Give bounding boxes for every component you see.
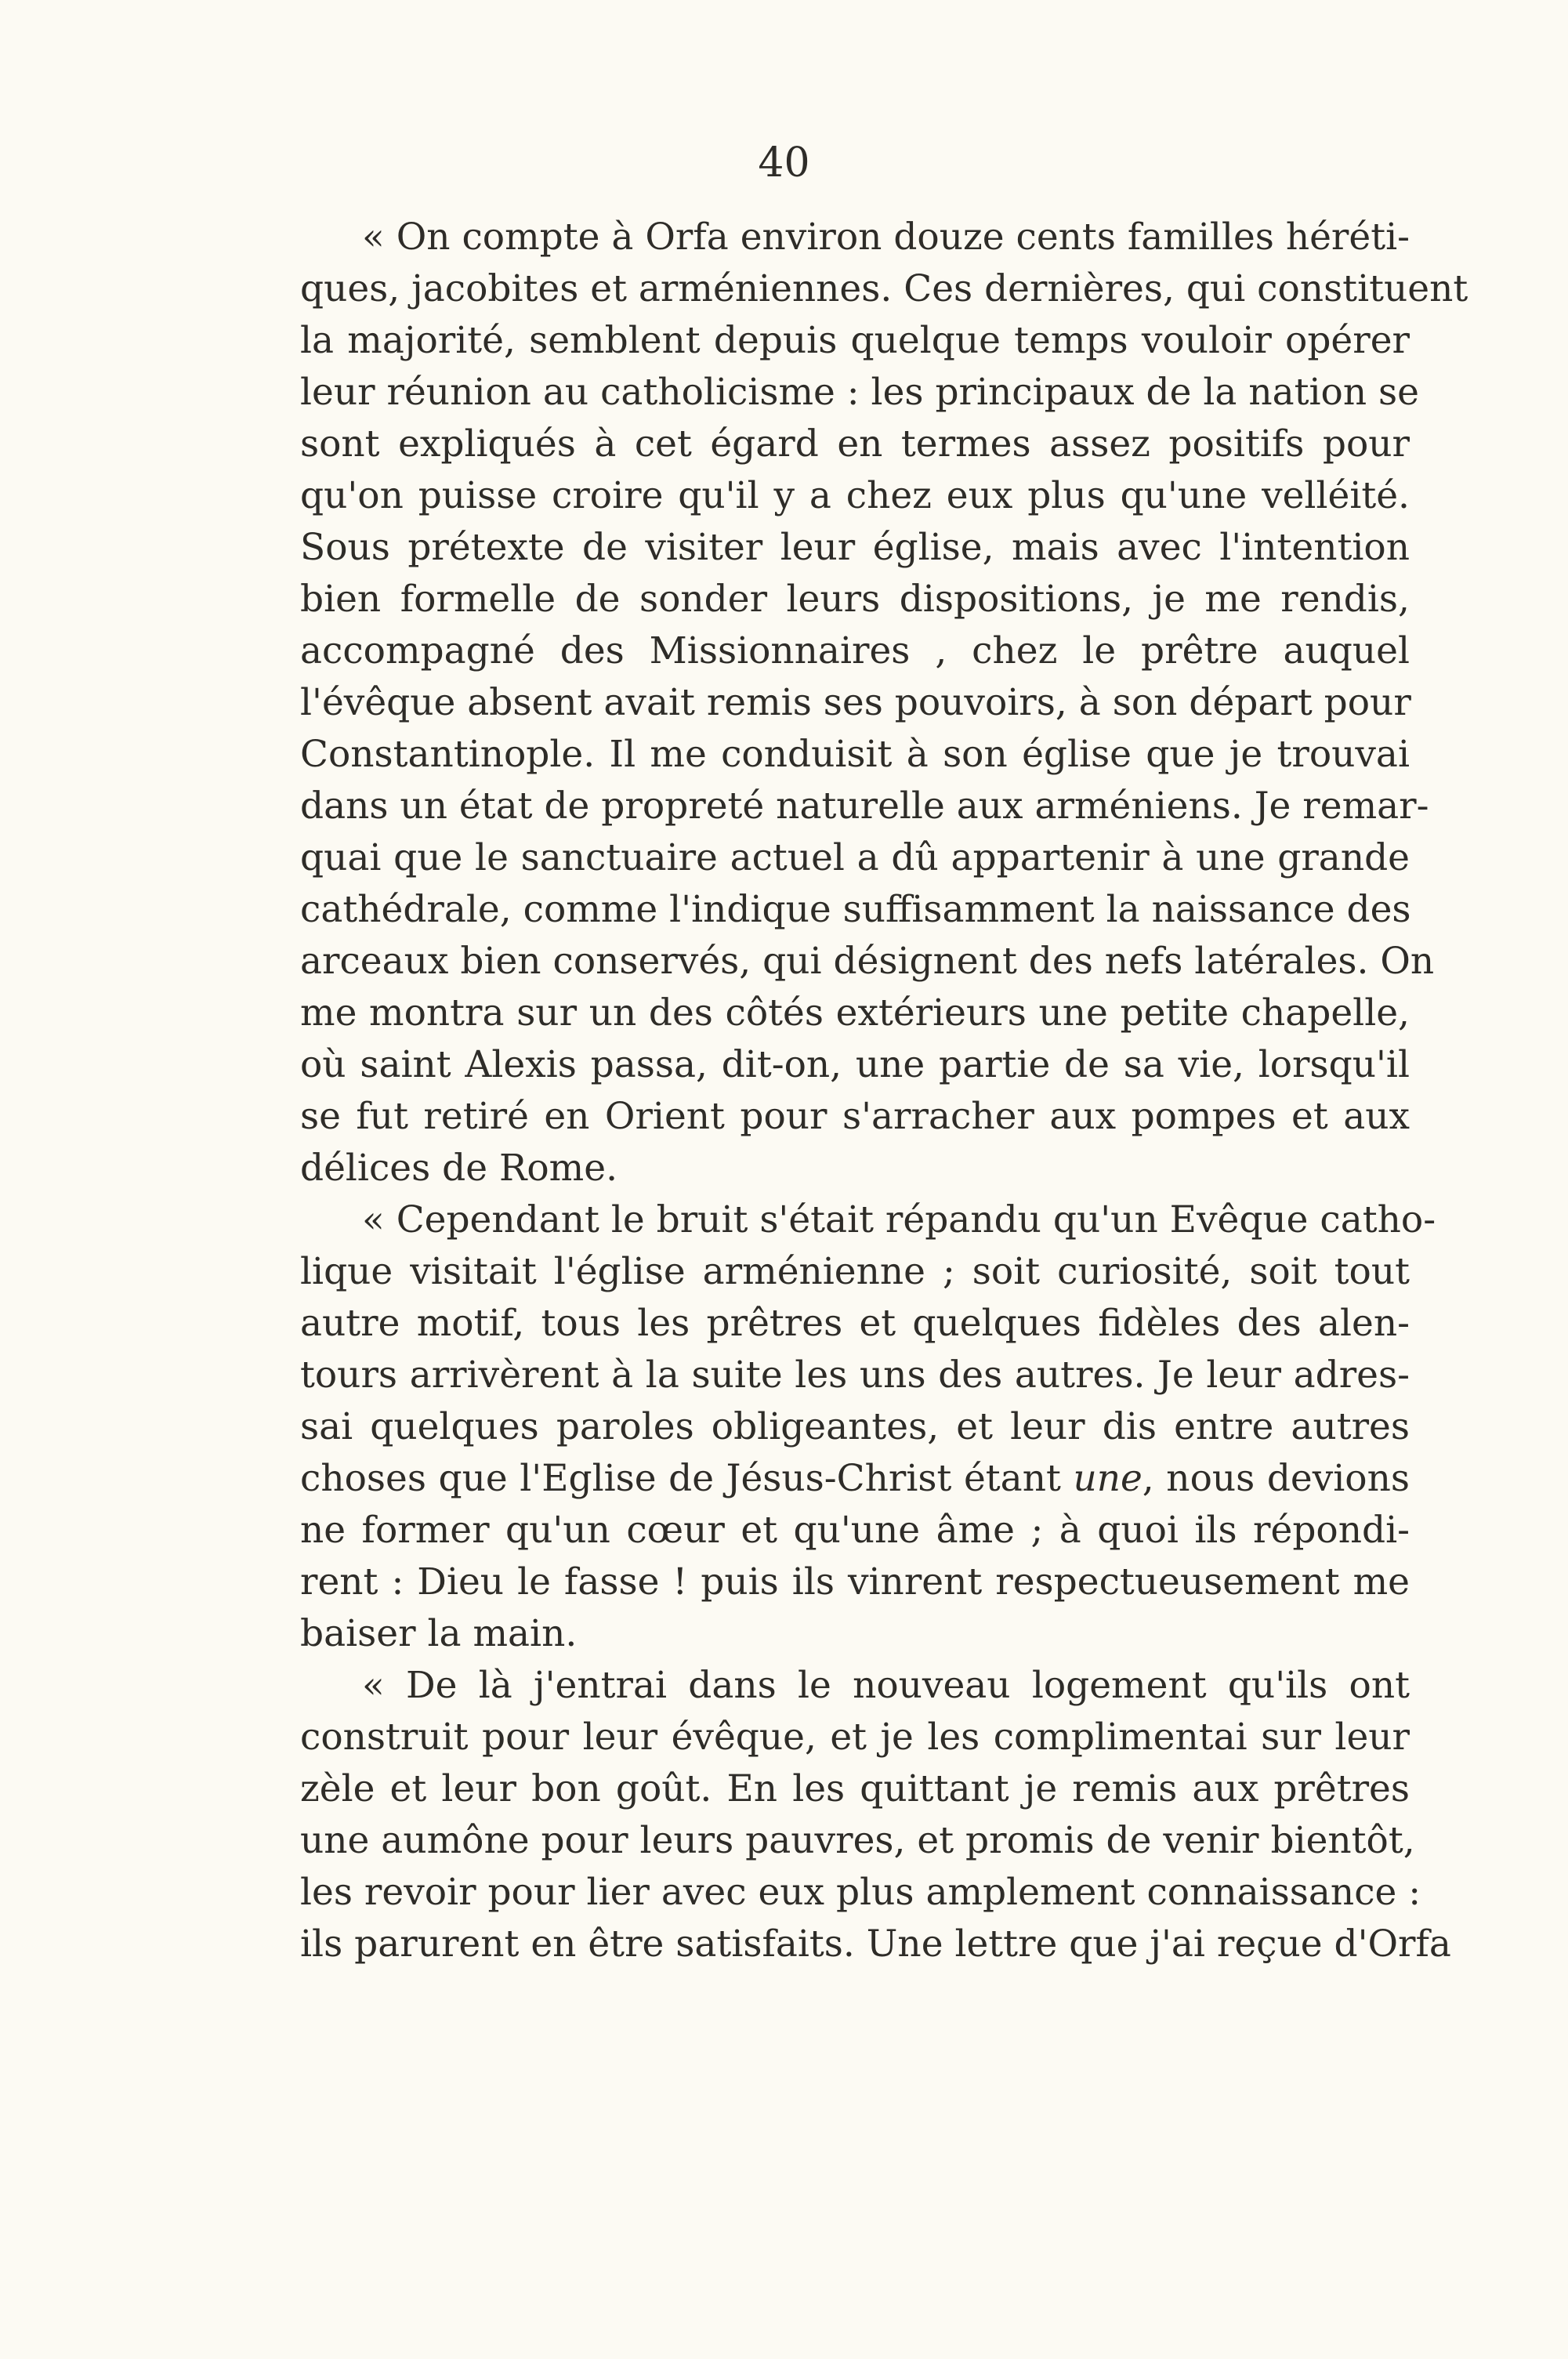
text-line: arceaux bien conservés, qui désignent des nefs latérales. On xyxy=(300,940,1435,983)
text-line: ne former qu'un cœur et qu'une âme ; à quoi ils répondi- xyxy=(300,1509,1410,1552)
text-segment: , nous devions xyxy=(1142,1457,1410,1500)
text-line: ils parurent en être satisfaits. Une lettre que j'ai reçue d'Orfa xyxy=(300,1922,1451,1966)
text-line: autre motif, tous les prêtres et quelques fidèles des alen- xyxy=(300,1302,1410,1345)
text-line: ques, jacobites et arméniennes. Ces dernières, qui constituent xyxy=(300,267,1468,310)
text-line: les revoir pour lier avec eux plus amplement connaissance : xyxy=(300,1871,1421,1914)
text-line: lique visitait l'église arménienne ; soit curiosité, soit tout xyxy=(300,1250,1410,1293)
text-line: qu'on puisse croire qu'il y a chez eux plus qu'une velléité. xyxy=(300,474,1410,517)
italic-word: une xyxy=(1073,1457,1143,1500)
text-line: me montra sur un des côtés extérieurs une petite chapelle, xyxy=(300,991,1410,1035)
text-line: rent : Dieu le fasse ! puis ils vinrent respectueusement me xyxy=(300,1560,1410,1603)
text-line: Sous prétexte de visiter leur église, mais avec l'intention xyxy=(300,526,1410,569)
page-number: 40 xyxy=(758,140,810,187)
text-line: accompagné des Missionnaires , chez le prêtre auquel xyxy=(300,629,1410,672)
text-line: baiser la main. xyxy=(300,1612,578,1655)
text-line: bien formelle de sonder leurs dispositions, je me rendis, xyxy=(300,578,1410,621)
text-line: « De là j'entrai dans le nouveau logement qu'ils ont xyxy=(362,1664,1410,1707)
text-line: leur réunion au catholicisme : les principaux de la nation se xyxy=(300,371,1419,414)
text-line: construit pour leur évêque, et je les complimentai sur leur xyxy=(300,1716,1410,1759)
text-line: quai que le sanctuaire actuel a dû appartenir à une grande xyxy=(300,836,1410,879)
text-line: sai quelques paroles obligeantes, et leur dis entre autres xyxy=(300,1405,1410,1448)
text-segment: choses que l'Eglise de Jésus-Christ étant xyxy=(300,1457,1074,1500)
text-line: « Cependant le bruit s'était répandu qu'un Evêque catho- xyxy=(362,1198,1436,1241)
text-line: « On compte à Orfa environ douze cents familles héréti- xyxy=(362,216,1410,259)
text-line: où saint Alexis passa, dit-on, une partie de sa vie, lorsqu'il xyxy=(300,1043,1410,1086)
text-line: tours arrivèrent à la suite les uns des autres. Je leur adres- xyxy=(300,1353,1410,1397)
text-line: dans un état de propreté naturelle aux arméniens. Je remar- xyxy=(300,785,1429,828)
text-line xyxy=(300,1453,1410,1505)
text-line: sont expliqués à cet égard en termes assez positifs pour xyxy=(300,422,1410,466)
text-line: cathédrale, comme l'indique suffisamment la naissance des xyxy=(300,888,1411,931)
text-line: l'évêque absent avait remis ses pouvoirs, à son départ pour xyxy=(300,681,1411,724)
text-line: zèle et leur bon goût. En les quittant je remis aux prêtres xyxy=(300,1767,1410,1810)
text-line: une aumône pour leurs pauvres, et promis de venir bientôt, xyxy=(300,1819,1415,1862)
text-line: la majorité, semblent depuis quelque temps vouloir opérer xyxy=(300,319,1410,362)
text-line: délices de Rome. xyxy=(300,1147,618,1190)
text-line: Constantinople. Il me conduisit à son église que je trouvai xyxy=(300,733,1410,776)
text-line: se fut retiré en Orient pour s'arracher aux pompes et aux xyxy=(300,1095,1410,1138)
